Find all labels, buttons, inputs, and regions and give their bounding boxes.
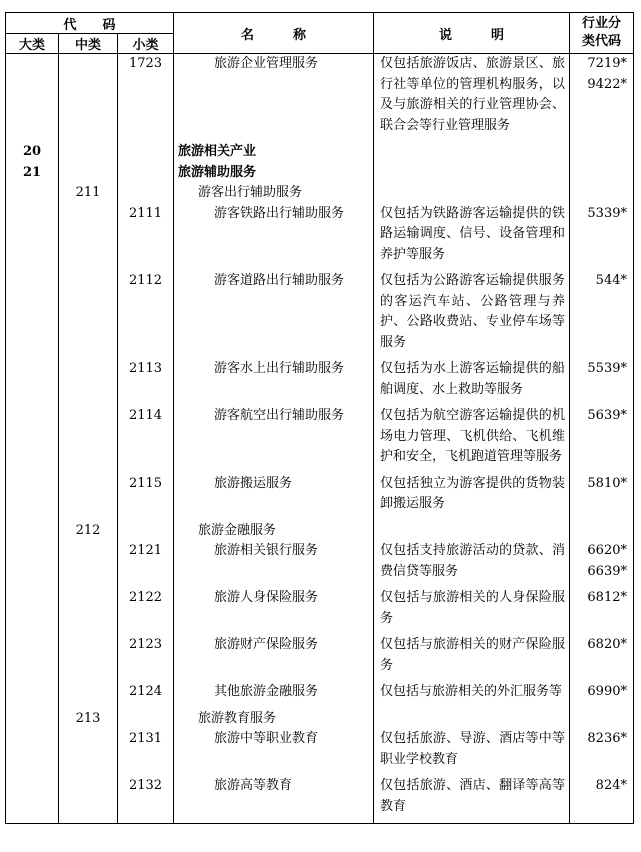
category-name [174, 271, 374, 359]
small-category-header: 小类 [118, 34, 174, 54]
category-name [174, 183, 374, 204]
big-category-code [6, 541, 59, 588]
codes-line: 5810* [587, 475, 627, 491]
industry-code-column-header [570, 13, 634, 54]
category-name [174, 776, 374, 824]
industry-code [570, 204, 634, 272]
category-name [174, 709, 374, 730]
small-category-code [118, 521, 174, 542]
name-line: 旅游财产保险服务 [214, 637, 319, 652]
mid-category-code: 211 [59, 183, 118, 204]
mid-category-code [59, 682, 118, 709]
category-name [174, 588, 374, 635]
small-category-code: 2113 [118, 359, 174, 406]
small-category-code: 1723 [118, 54, 174, 143]
industry-code [570, 709, 634, 730]
big-line: 20 [22, 144, 42, 159]
small-category-code: 2122 [118, 588, 174, 635]
category-name [174, 406, 374, 474]
industry-code [570, 54, 634, 143]
table-row [6, 359, 634, 406]
industry-code [570, 682, 634, 709]
category-description: 仅包括与旅游相关的人身保险服务 [374, 588, 570, 635]
mid-category-code [59, 406, 118, 474]
industry-code [570, 635, 634, 682]
big-category-code [6, 271, 59, 359]
codes-line: 544* [595, 273, 627, 288]
table-row [6, 521, 634, 542]
codes-line: 6620* [587, 543, 627, 558]
big-category-code [6, 183, 59, 204]
big-category-code [6, 776, 59, 824]
category-name [174, 474, 374, 521]
industry-code [570, 776, 634, 824]
codes-line: 7219* [587, 56, 627, 71]
table-row [6, 682, 634, 709]
mid-category-code [59, 54, 118, 143]
category-name [174, 635, 374, 682]
name-line: 其他旅游金融服务 [214, 684, 319, 699]
mid-category-code [59, 541, 118, 588]
small-category-code: 2111 [118, 204, 174, 272]
big-category-header: 大类 [6, 34, 59, 54]
mid-category-code: 212 [59, 521, 118, 542]
table-row [6, 588, 634, 635]
big-category-code [6, 709, 59, 730]
name-line: 游客铁路出行辅助服务 [214, 205, 345, 221]
mid-category-code [59, 474, 118, 521]
table-row [6, 204, 634, 272]
codes-line: 9422* [587, 76, 627, 92]
mid-category-code [59, 359, 118, 406]
small-category-code: 2112 [118, 271, 174, 359]
big-category-code [6, 588, 59, 635]
small-category-code: 2132 [118, 776, 174, 824]
category-name [174, 682, 374, 709]
name-line: 旅游辅助服务 [178, 164, 257, 180]
small-category-code [118, 142, 174, 183]
table-row [6, 635, 634, 682]
name-line: 旅游相关银行服务 [214, 543, 319, 558]
small-category-code: 2114 [118, 406, 174, 474]
name-line: 旅游金融服务 [198, 522, 277, 538]
big-category-code [6, 635, 59, 682]
small-category-code: 2124 [118, 682, 174, 709]
classification-table [5, 12, 634, 824]
category-name [174, 521, 374, 542]
big-category-code [6, 521, 59, 542]
category-description: 仅包括支持旅游活动的贷款、消费信贷等服务 [374, 541, 570, 588]
name-line: 旅游高等教育 [214, 778, 293, 793]
category-name [174, 142, 374, 183]
mid-category-code: 213 [59, 709, 118, 730]
codes-line: 5339* [587, 205, 627, 221]
name-line: 旅游相关产业 [178, 144, 257, 159]
big-line: 21 [22, 164, 42, 180]
small-category-code [118, 183, 174, 204]
codes-line: 5539* [587, 361, 627, 376]
name-line: 游客道路出行辅助服务 [214, 273, 345, 288]
industry-code-header-line1: 行业分 [581, 16, 621, 31]
name-line: 游客航空出行辅助服务 [214, 408, 345, 423]
codes-line: 5639* [587, 408, 627, 423]
table-row [6, 54, 634, 143]
category-description [374, 521, 570, 542]
codes-line: 6812* [587, 590, 627, 605]
small-category-code: 2115 [118, 474, 174, 521]
name-line: 旅游中等职业教育 [214, 731, 319, 746]
table-row [6, 406, 634, 474]
mid-category-code [59, 776, 118, 824]
codes-line: 6820* [587, 637, 627, 652]
category-description: 仅包括独立为游客提供的货物装卸搬运服务 [374, 474, 570, 521]
codes-line: 824* [595, 778, 627, 793]
industry-code [570, 588, 634, 635]
big-category-code [6, 54, 59, 143]
category-description: 仅包括为铁路游客运输提供的铁路运输调度、信号、设备管理和养护等服务 [374, 204, 570, 272]
mid-category-code [59, 729, 118, 776]
category-description: 仅包括为水上游客运输提供的船舶调度、水上救助等服务 [374, 359, 570, 406]
small-category-code: 2131 [118, 729, 174, 776]
category-description: 仅包括为航空游客运输提供的机场电力管理、飞机供给、飞机维护和安全，飞机跑道管理等服务 [374, 406, 570, 474]
category-name [174, 541, 374, 588]
small-category-code: 2121 [118, 541, 174, 588]
industry-code [570, 541, 634, 588]
small-category-code: 2123 [118, 635, 174, 682]
category-description [374, 142, 570, 183]
mid-category-code [59, 588, 118, 635]
name-line: 游客出行辅助服务 [198, 185, 303, 200]
table-row [6, 541, 634, 588]
big-category-code [6, 474, 59, 521]
big-category-code [6, 406, 59, 474]
industry-code [570, 474, 634, 521]
category-name [174, 359, 374, 406]
table-row [6, 709, 634, 730]
category-description: 仅包括与旅游相关的外汇服务等 [374, 682, 570, 709]
table-row [6, 271, 634, 359]
table-row [6, 183, 634, 204]
description-column-header: 说 明 [374, 13, 570, 54]
small-category-code [118, 709, 174, 730]
codes-line: 6990* [587, 684, 627, 699]
name-line: 旅游教育服务 [198, 710, 277, 726]
big-category-code [6, 204, 59, 272]
name-line: 旅游搬运服务 [214, 475, 293, 491]
table-row [6, 474, 634, 521]
name-line: 游客水上出行辅助服务 [214, 361, 345, 376]
industry-code [570, 406, 634, 474]
industry-code [570, 142, 634, 183]
industry-code [570, 521, 634, 542]
category-description: 仅包括与旅游相关的财产保险服务 [374, 635, 570, 682]
industry-code-header-line2: 类代码 [581, 34, 621, 49]
industry-code [570, 729, 634, 776]
category-description [374, 183, 570, 204]
mid-category-code [59, 635, 118, 682]
table-row [6, 776, 634, 824]
category-description: 仅包括旅游、酒店、翻译等高等教育 [374, 776, 570, 824]
category-description: 仅包括旅游、导游、酒店等中等职业学校教育 [374, 729, 570, 776]
big-category-code [6, 682, 59, 709]
name-line: 旅游人身保险服务 [214, 590, 319, 605]
category-description [374, 709, 570, 730]
big-category-code [6, 729, 59, 776]
category-description: 仅包括旅游饭店、旅游景区、旅行社等单位的管理机构服务，以及与旅游相关的行业管理协会、联合会等行业管理服务 [374, 54, 570, 143]
category-name [174, 729, 374, 776]
industry-code [570, 183, 634, 204]
codes-line: 8236* [587, 731, 627, 746]
name-column-header: 名 称 [174, 13, 374, 54]
mid-category-code [59, 271, 118, 359]
table-row [6, 142, 634, 183]
industry-code [570, 359, 634, 406]
category-name [174, 54, 374, 143]
codes-line: 6639* [587, 563, 627, 579]
name-line: 旅游企业管理服务 [214, 56, 319, 71]
category-description: 仅包括为公路游客运输提供服务的客运汽车站、公路管理与养护、公路收费站、专业停车场等服务 [374, 271, 570, 359]
mid-category-code [59, 204, 118, 272]
table-row [6, 729, 634, 776]
table-body [6, 54, 634, 824]
mid-category-code [59, 142, 118, 183]
mid-category-header: 中类 [59, 34, 118, 54]
industry-code [570, 271, 634, 359]
big-category-code [6, 142, 59, 183]
big-category-code [6, 359, 59, 406]
category-name [174, 204, 374, 272]
code-group-header: 代 码 [6, 13, 174, 34]
